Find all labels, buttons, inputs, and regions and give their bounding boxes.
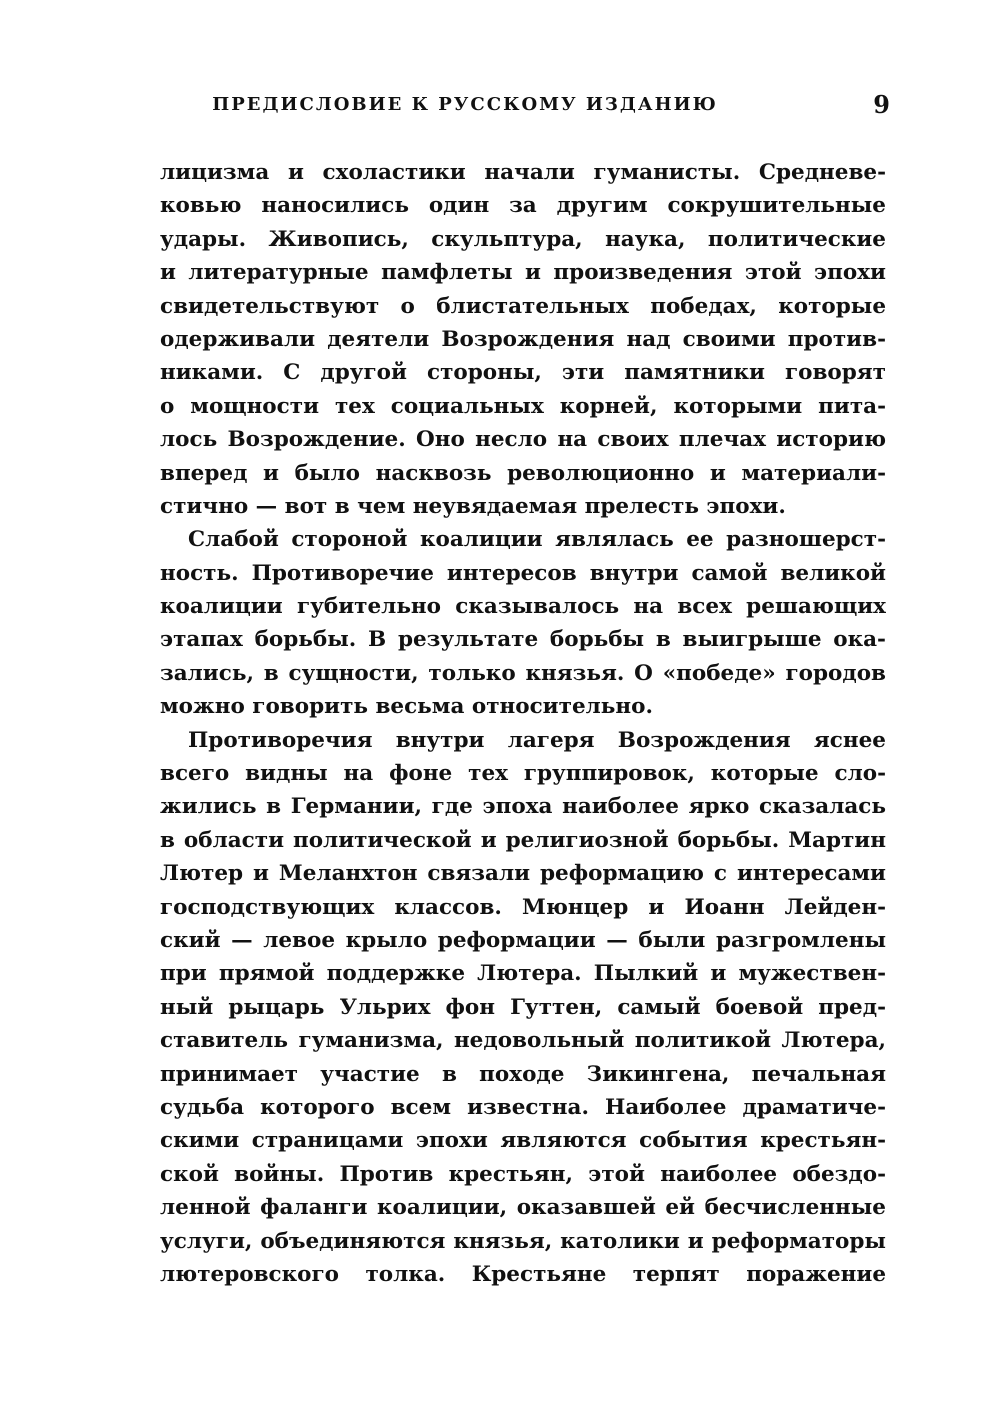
text-line: ской войны. Против крестьян, этой наиболее обездо-	[160, 1161, 886, 1187]
text-line: лютеровского толка. Крестьяне терпят поражение	[160, 1261, 886, 1287]
text-line: услуги, объединяются князья, католики и реформаторы	[160, 1228, 886, 1254]
text-line: вперед и было насквозь революционно и материали-	[160, 460, 886, 486]
text-line: лось Возрождение. Оно несло на своих плечах историю	[160, 427, 886, 453]
text-line: жились в Германии, где эпоха наиболее ярко сказалась	[160, 794, 886, 820]
text-line: ность. Противоречие интересов внутри самой великой	[160, 560, 886, 586]
text-line: ный рыцарь Ульрих фон Гуттен, самый боевой пред-	[160, 994, 886, 1020]
text-line: одерживали деятели Возрождения над своими против-	[160, 326, 886, 352]
running-title: ПРЕДИСЛОВИЕ К РУССКОМУ ИЗДАНИЮ	[212, 94, 718, 115]
text-line: при прямой поддержке Лютера. Пылкий и мужествен-	[160, 961, 886, 987]
text-line: в области политической и религиозной борьбы. Мартин	[160, 827, 886, 853]
body-text	[160, 156, 886, 1291]
text-line: никами. С другой стороны, эти памятники говорят	[160, 360, 886, 386]
text-line: скими страницами эпохи являются события крестьян-	[160, 1128, 886, 1154]
text-line: этапах борьбы. В результате борьбы в выигрыше ока-	[160, 627, 886, 653]
text-line: зались, в сущности, только князья. О «победе» городов	[160, 660, 886, 686]
text-line: удары. Живопись, скульптура, наука, политические	[160, 226, 886, 252]
running-header	[160, 90, 890, 120]
text-line: ленной фаланги коалиции, оказавшей ей бесчисленные	[160, 1195, 886, 1221]
text-line: принимает участие в походе Зикингена, печальная	[160, 1061, 886, 1087]
text-line: ковью наносились один за другим сокрушительные	[160, 193, 886, 219]
page-number: 9	[873, 90, 890, 119]
text-line: Противоречия внутри лагеря Возрождения яснее	[188, 727, 886, 753]
text-line: ский — левое крыло реформации — были разгромлены	[160, 927, 886, 953]
paragraph-1	[160, 156, 886, 523]
text-line: можно говорить весьма относительно.	[160, 694, 653, 720]
text-line: лицизма и схоластики начали гуманисты. Средневе-	[160, 160, 886, 185]
text-line: и литературные памфлеты и произведения этой эпохи	[160, 260, 886, 286]
text-line: Слабой стороной коалиции являлась ее разношерст-	[188, 527, 886, 553]
text-line: о мощности тех социальных корней, которыми пита-	[160, 393, 886, 419]
text-line: коалиции губительно сказывалось на всех решающих	[160, 594, 886, 620]
text-line: судьба которого всем известна. Наиболее драматиче-	[160, 1094, 886, 1120]
text-line: стично — вот в чем неувядаемая прелесть эпохи.	[160, 493, 786, 519]
text-line: Лютер и Меланхтон связали реформацию с интересами	[160, 861, 886, 887]
text-line: свидетельствуют о блистательных победах, которые	[160, 293, 886, 319]
text-line: всего видны на фоне тех группировок, которые сло-	[160, 761, 886, 787]
paragraph-3	[160, 724, 886, 1292]
paragraph-2	[160, 523, 886, 723]
text-line: ставитель гуманизма, недовольный политикой Лютера,	[160, 1028, 886, 1054]
text-line: господствующих классов. Мюнцер и Иоанн Лейден-	[160, 894, 886, 920]
